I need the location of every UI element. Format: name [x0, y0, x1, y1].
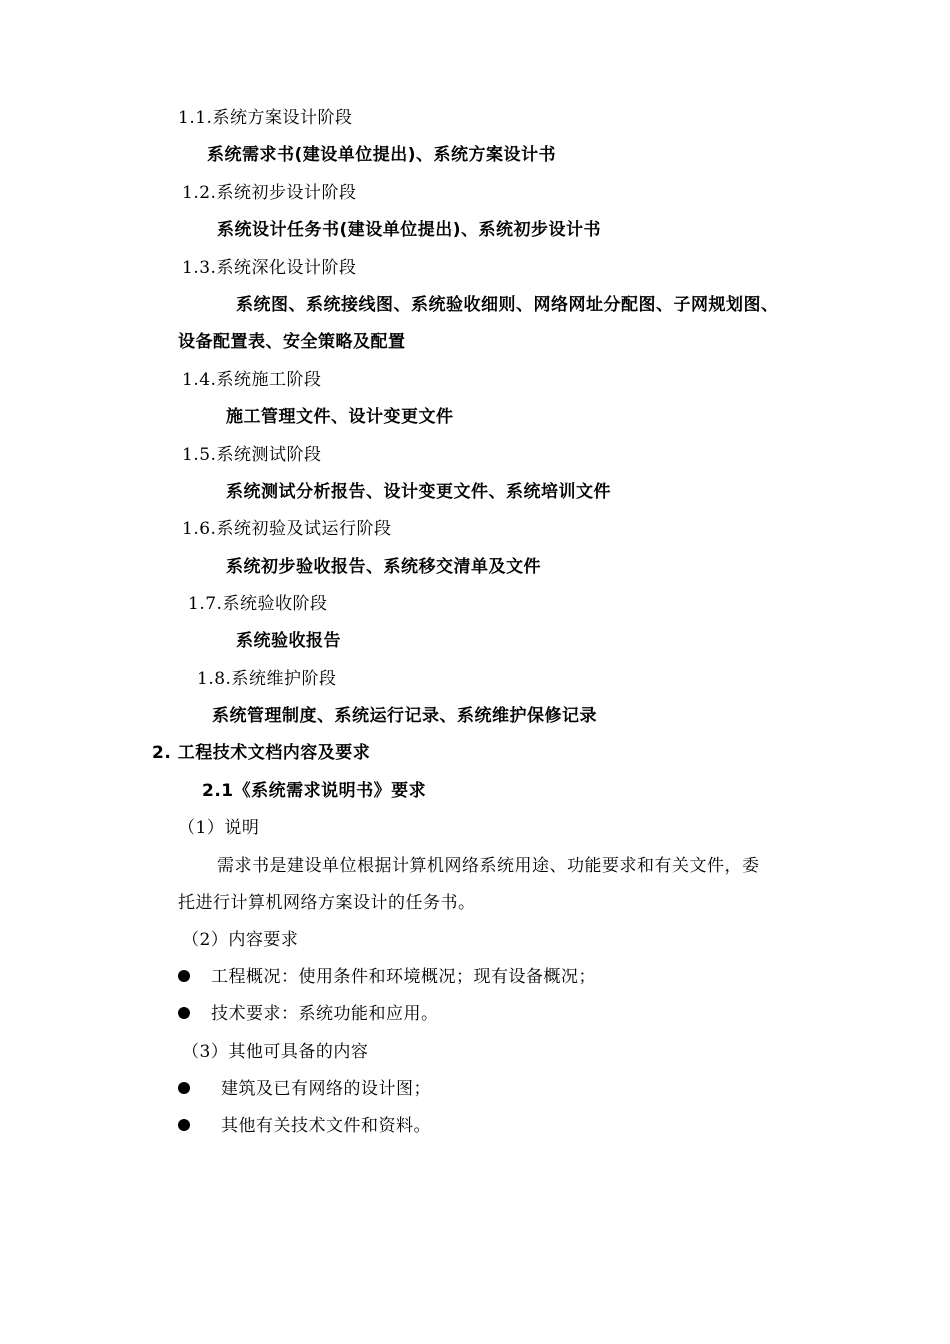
bullet-dot-icon — [178, 1007, 190, 1019]
bullet-dot-icon — [178, 1082, 190, 1094]
bullet-dot-icon — [178, 970, 190, 982]
section-heading-1-2: 1.2.系统初步设计阶段 — [182, 183, 357, 203]
section-docs-1-4: 施工管理文件、设计变更文件 — [226, 407, 454, 427]
chapter-2-heading: 2. 工程技术文档内容及要求 — [152, 743, 371, 763]
section-heading-1-8: 1.8.系统维护阶段 — [197, 669, 337, 689]
section-docs-1-6: 系统初步验收报告、系统移交清单及文件 — [226, 557, 541, 577]
item-1-paragraph-line1: 需求书是建设单位根据计算机网络系统用途、功能要求和有关文件，委 — [217, 856, 760, 876]
bullet-dot-icon — [178, 1119, 190, 1131]
item-3-bullet-2: 其他有关技术文件和资料。 — [221, 1116, 431, 1136]
section-heading-1-3: 1.3.系统深化设计阶段 — [182, 258, 357, 278]
section-docs-1-5: 系统测试分析报告、设计变更文件、系统培训文件 — [226, 482, 611, 502]
item-3-title: （3）其他可具备的内容 — [182, 1042, 369, 1062]
item-1-paragraph-line2: 托进行计算机网络方案设计的任务书。 — [178, 893, 476, 913]
section-docs-1-1: 系统需求书(建设单位提出)、系统方案设计书 — [207, 145, 557, 165]
item-2-bullet-2: 技术要求：系统功能和应用。 — [211, 1004, 439, 1024]
item-2-bullet-1: 工程概况：使用条件和环境概况；现有设备概况； — [211, 967, 596, 987]
item-1-title: （1）说明 — [178, 818, 260, 838]
section-docs-1-2: 系统设计任务书(建设单位提出)、系统初步设计书 — [217, 220, 602, 240]
item-2-title: （2）内容要求 — [182, 930, 299, 950]
section-heading-1-5: 1.5.系统测试阶段 — [182, 445, 322, 465]
item-3-bullet-1: 建筑及已有网络的设计图； — [221, 1079, 431, 1099]
section-heading-1-1: 1.1.系统方案设计阶段 — [178, 108, 353, 128]
section-docs-1-3-line2: 设备配置表、安全策略及配置 — [178, 332, 406, 352]
section-docs-1-7: 系统验收报告 — [236, 631, 341, 651]
subsection-2-1-heading: 2.1《系统需求说明书》要求 — [202, 781, 427, 801]
section-heading-1-4: 1.4.系统施工阶段 — [182, 370, 322, 390]
section-docs-1-8: 系统管理制度、系统运行记录、系统维护保修记录 — [212, 706, 597, 726]
section-heading-1-7: 1.7.系统验收阶段 — [188, 594, 328, 614]
section-heading-1-6: 1.6.系统初验及试运行阶段 — [182, 519, 392, 539]
section-docs-1-3-line1: 系统图、系统接线图、系统验收细则、网络网址分配图、子网规划图、 — [236, 295, 779, 315]
